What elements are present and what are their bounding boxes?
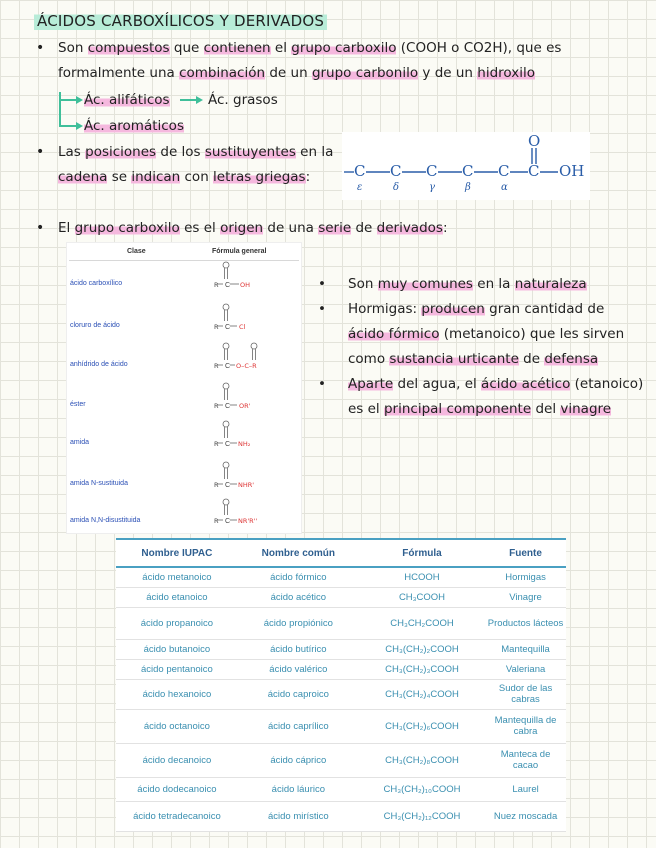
column-header: Nombre común [238, 539, 359, 567]
class-row: amida C R NH₂ [67, 425, 299, 463]
column-header: Fórmula [359, 539, 485, 567]
svg-text:C: C [225, 363, 231, 370]
column-header: Fuente [485, 539, 566, 567]
greek-label: β [465, 182, 471, 193]
fact-item: • Aparte del agua, el ácido acético (etanoico) es el principal componente del vinagre [318, 376, 644, 417]
page-title: ÁCIDOS CARBOXÍLICOS Y DERIVADOS [34, 12, 327, 30]
intro-paragraph [58, 36, 598, 86]
carbon-atom: C [462, 162, 474, 180]
table-row: ácido pentanoico ácido valérico CH₃(CH₂)₃COOH Valeriana [116, 659, 566, 679]
facts-list [318, 272, 648, 422]
formula-drawing [209, 257, 289, 301]
class-row: ácido carboxílico C R OH [67, 267, 299, 305]
carbon-chain-diagram [342, 132, 590, 200]
svg-text:C: C [225, 282, 231, 289]
positions-paragraph: Las posiciones de los sustituyentes en la cadena se indican con letras griegas: [58, 144, 334, 185]
formula-drawing [209, 297, 289, 341]
table-row: ácido metanoico ácido fórmico HCOOH Hormigas [116, 567, 566, 587]
carbon-atom: C [498, 162, 510, 180]
table-row: ácido hexanoico ácido caproico CH₃(CH₂)₄COOH Sudor de las cabras [116, 679, 566, 709]
bullet: • [36, 40, 45, 56]
formula-header: Fórmula general [212, 248, 267, 255]
svg-text:C: C [225, 403, 231, 410]
formula-drawing [209, 337, 299, 381]
carbon-atom: C [528, 162, 540, 180]
table-row: ácido etanoico ácido acético CH₃COOH Vinagre [116, 587, 566, 607]
greek-label: γ [429, 182, 435, 193]
svg-text:C: C [225, 441, 231, 448]
intro-line-1: Son compuestos que contienen el grupo carboxilo (COOH o CO2H), que es [58, 40, 562, 56]
class-row: cloruro de ácido C R Cl [67, 307, 299, 345]
svg-text:C: C [225, 324, 231, 331]
intro-line-2: formalmente una combinación de un grupo carbonilo y de un hidroxilo [58, 65, 536, 81]
fatty-label: Ác. grasos [208, 92, 278, 108]
class-header: Clase [127, 248, 146, 255]
formula-drawing [209, 415, 289, 459]
table-row: ácido dodecanoico ácido láurico CH₃(CH₂)₁₀COOH Laurel [116, 777, 566, 801]
fact-item: • Son muy comunes en la naturaleza [318, 276, 587, 292]
svg-text:C: C [225, 518, 231, 525]
aromatic-label: Ác. aromáticos [84, 118, 184, 134]
derivatives-paragraph: El grupo carboxilo es el origen de una serie de derivados: [58, 220, 448, 236]
acid-names-table [116, 538, 566, 832]
class-row: anhídrido de ácido C R O–C–R [67, 347, 299, 385]
greek-label: δ [393, 182, 400, 193]
table-row: ácido octanoico ácido caprílico CH₃(CH₂)₆COOH Mantequilla de cabra [116, 709, 566, 743]
table-row: ácido decanoico ácido cáprico CH₃(CH₂)₈COOH Manteca de cacao [116, 743, 566, 777]
svg-text:C: C [225, 482, 231, 489]
table-row: ácido propanoico ácido propiónico CH₃CH₂COOH Productos lácteos [116, 607, 566, 639]
formula-drawing [209, 491, 289, 535]
carbon-atom: C [354, 162, 366, 180]
bullet: • [36, 220, 45, 236]
carbon-atom: C [426, 162, 438, 180]
table-header-row [116, 539, 566, 567]
hydroxyl-group: OH [559, 162, 585, 180]
greek-label: α [501, 182, 508, 193]
class-row: amida N,N-disustituida C R NR'R'' [67, 501, 299, 531]
derivatives-class-table [66, 242, 302, 534]
column-header: Nombre IUPAC [116, 539, 238, 567]
class-row: amida N-sustituida C R NHR' [67, 465, 299, 503]
fact-item: • Hormigas: producen gran cantidad de ácido fórmico (metanoico) que les sirven como sustancia urticante de defensa [318, 301, 625, 367]
greek-label: ε [357, 182, 363, 193]
carbon-atom: C [390, 162, 402, 180]
class-row: éster C R OR' [67, 387, 299, 425]
table-row: ácido tetradecanoico ácido mirístico CH₃(CH₂)₁₂COOH Nuez moscada [116, 801, 566, 831]
bullet: • [36, 144, 45, 160]
table-row: ácido butanoico ácido butírico CH₃(CH₂)₂COOH Mantequilla [116, 639, 566, 659]
oxygen-atom: O [528, 132, 541, 150]
aliphatic-label: Ác. alifáticos [84, 92, 170, 108]
